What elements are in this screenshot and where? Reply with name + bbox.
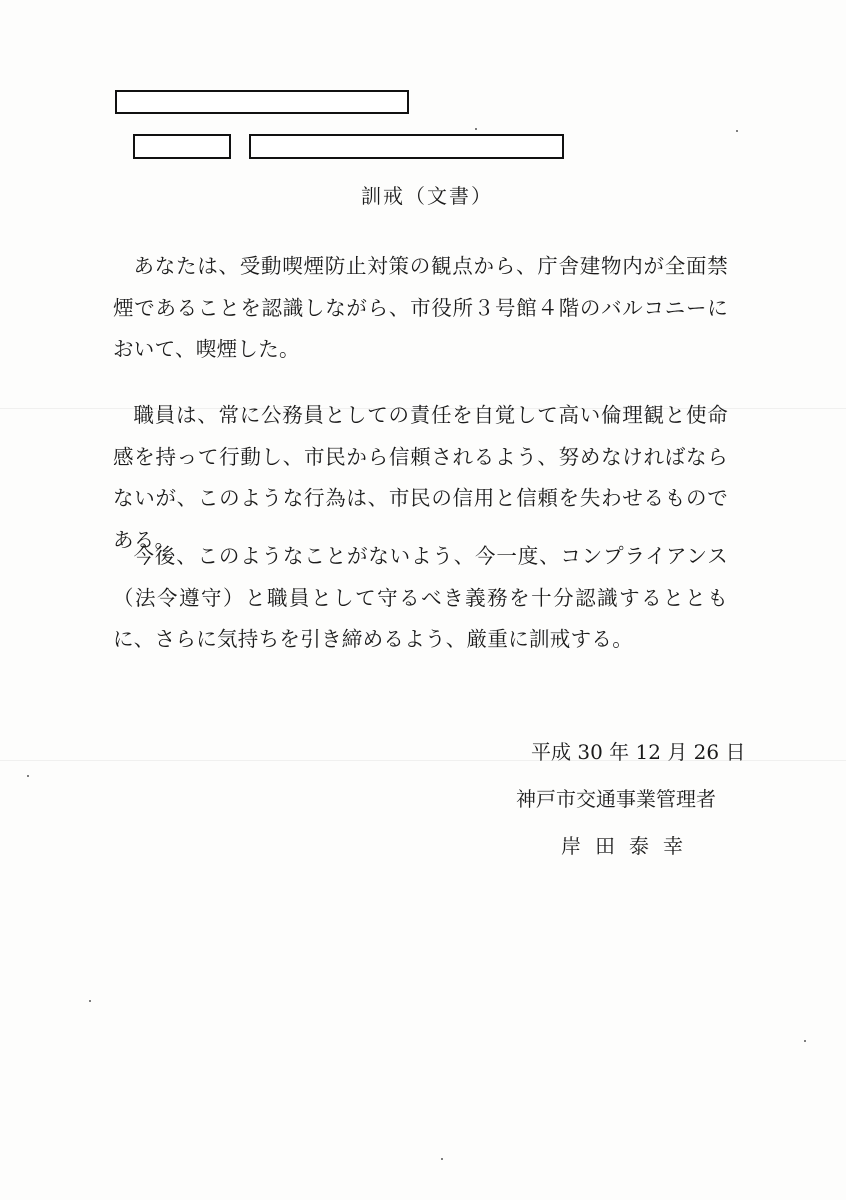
issue-date: 平成 30 年 12 月 26 日 bbox=[531, 740, 746, 764]
paper-speck bbox=[804, 1040, 806, 1042]
issuer-title: 神戸市交通事業管理者 bbox=[516, 787, 716, 811]
body-paragraph-duty: 職員は、常に公務員としての責任を自覚して高い倫理観と使命感を持って行動し、市民から信頼されるよう、努めなければならないが、このような行為は、市民の信用と信頼を失わせるものである。 bbox=[113, 403, 728, 552]
redacted-recipient-position bbox=[133, 134, 231, 159]
issuer-name: 岸田泰幸 bbox=[561, 834, 697, 858]
redacted-recipient-organization bbox=[115, 90, 409, 114]
paper-speck bbox=[736, 130, 738, 132]
paper-speck bbox=[475, 128, 477, 130]
body-paragraph-reprimand: 今後、このようなことがないよう、今一度、コンプライアンス（法令遵守）と職員として守るべき義務を十分認識するとともに、さらに気持ちを引き締めるよう、厳重に訓戒する。 bbox=[113, 544, 728, 651]
paper-speck bbox=[89, 1000, 91, 1002]
redacted-recipient-name bbox=[249, 134, 564, 159]
body-paragraph-offense: あなたは、受動喫煙防止対策の観点から、庁舎建物内が全面禁煙であることを認識しながら、市役所３号館４階のバルコニーにおいて、喫煙した。 bbox=[113, 254, 728, 361]
paper-speck bbox=[441, 1158, 443, 1160]
paper-speck bbox=[27, 775, 29, 777]
document-title: 訓戒（文書） bbox=[361, 184, 493, 208]
